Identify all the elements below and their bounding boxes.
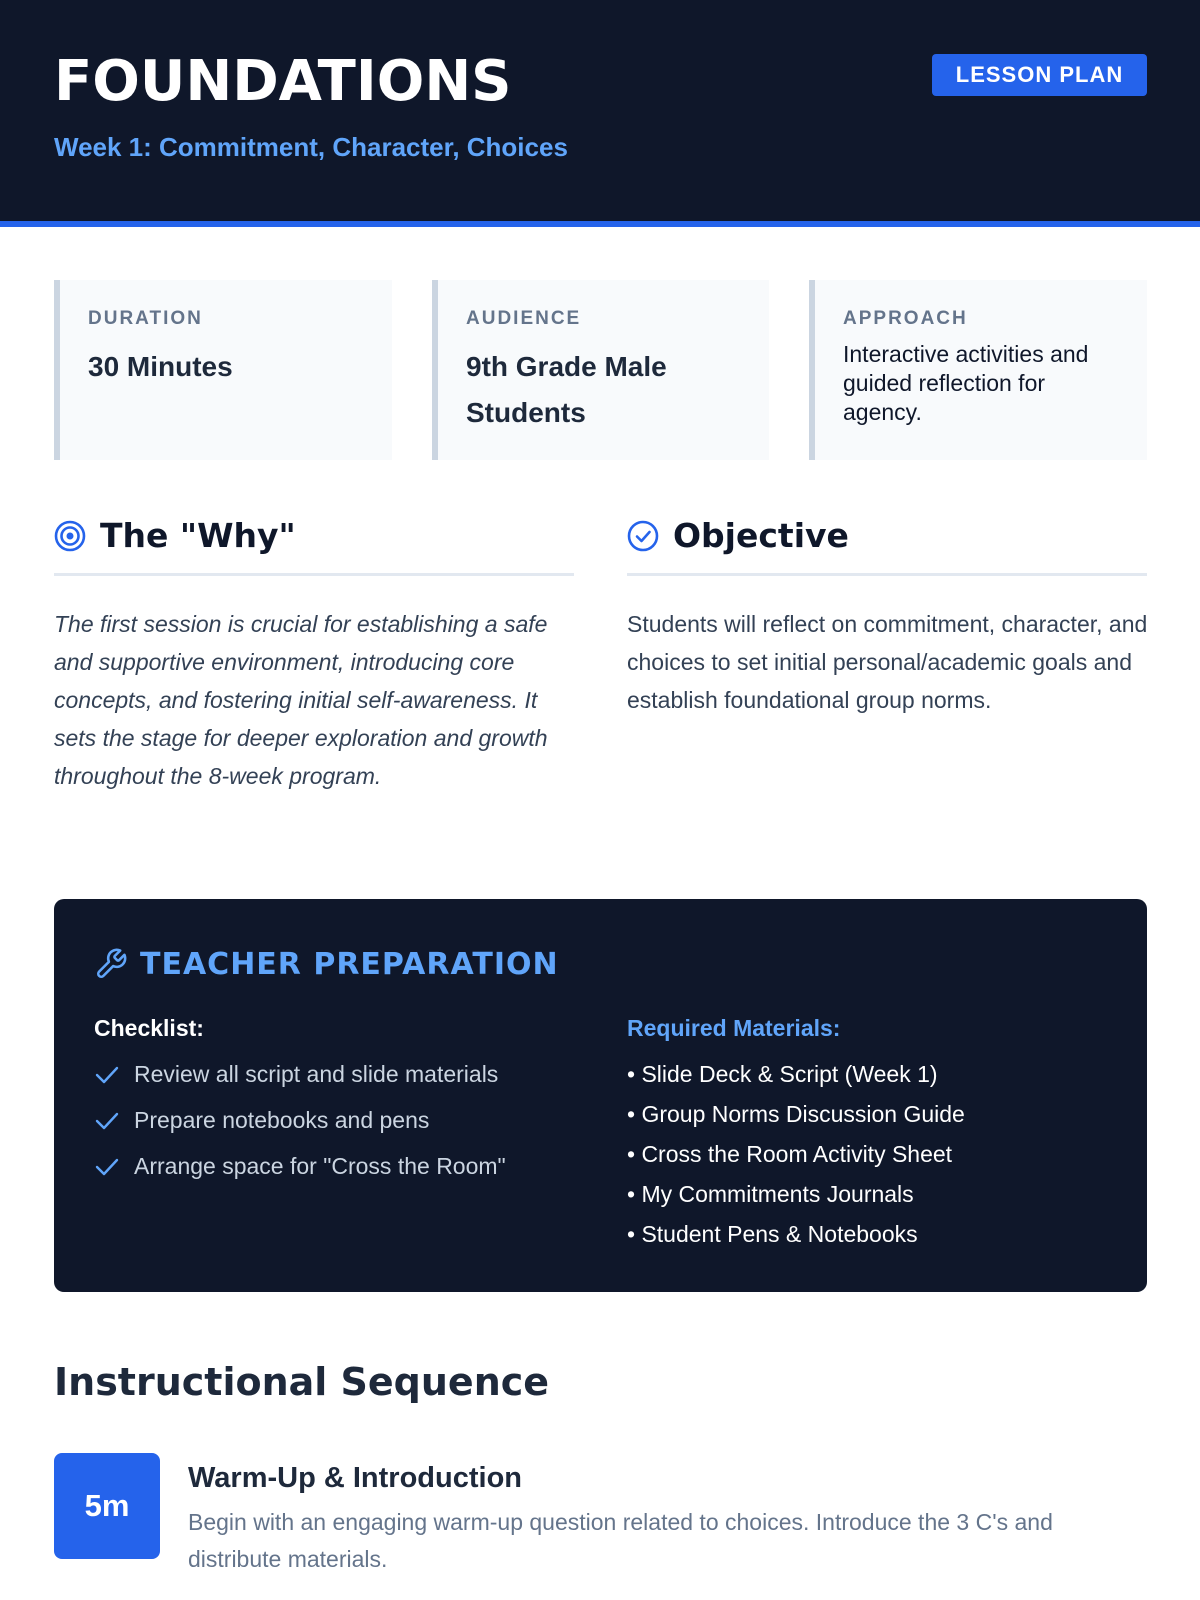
checklist-item-label: Arrange space for "Cross the Room" bbox=[134, 1153, 506, 1179]
target-icon bbox=[54, 520, 86, 552]
materials-label: Required Materials: bbox=[627, 1015, 841, 1041]
step-duration-badge: 5m bbox=[54, 1453, 160, 1559]
objective-text: Students will reflect on commitment, character, and choices to set initial personal/academic goals and establish foundational group norms. bbox=[627, 611, 1148, 713]
why-heading bbox=[54, 516, 574, 576]
material-item: • Cross the Room Activity Sheet bbox=[627, 1141, 953, 1167]
checklist-item-label: Review all script and slide materials bbox=[134, 1061, 499, 1087]
checklist-item bbox=[94, 1107, 429, 1134]
why-title: The "Why" bbox=[100, 516, 296, 555]
meta-card-audience bbox=[432, 280, 769, 460]
material-item: • Slide Deck & Script (Week 1) bbox=[627, 1061, 938, 1087]
meta-label: DURATION bbox=[88, 308, 203, 329]
material-item: • My Commitments Journals bbox=[627, 1181, 914, 1207]
meta-value: 30 Minutes bbox=[88, 351, 233, 382]
wrench-icon bbox=[94, 947, 128, 981]
meta-value: Interactive activities and guided reflection for agency. bbox=[843, 341, 1089, 425]
page-title: FOUNDATIONS bbox=[54, 49, 512, 114]
teacher-preparation-panel bbox=[54, 899, 1147, 1292]
step-title: Warm-Up & Introduction bbox=[188, 1462, 522, 1494]
meta-label: APPROACH bbox=[843, 308, 968, 329]
objective-title: Objective bbox=[673, 516, 849, 555]
why-text: The first session is crucial for establishing a safe and supportive environment, introducing core concepts, and fostering initial self-awareness. It sets the stage for deeper exploration and growth throughout the 8-week program. bbox=[54, 611, 548, 789]
checklist-item bbox=[94, 1061, 498, 1088]
meta-card-approach bbox=[809, 280, 1147, 460]
material-item: • Group Norms Discussion Guide bbox=[627, 1101, 965, 1127]
meta-card-duration bbox=[54, 280, 392, 460]
objective-heading bbox=[627, 516, 1147, 576]
checklist-item bbox=[94, 1153, 506, 1180]
step-description: Begin with an engaging warm-up question related to choices. Introduce the 3 C's and distribute materials. bbox=[188, 1509, 1053, 1572]
lesson-plan-badge: LESSON PLAN bbox=[932, 54, 1147, 96]
checklist-label: Checklist: bbox=[94, 1015, 204, 1041]
meta-value: 9th Grade Male Students bbox=[466, 351, 667, 428]
checklist-item-label: Prepare notebooks and pens bbox=[134, 1107, 430, 1133]
material-item: • Student Pens & Notebooks bbox=[627, 1221, 918, 1247]
check-circle-icon bbox=[627, 520, 659, 552]
sequence-title: Instructional Sequence bbox=[54, 1360, 550, 1404]
preparation-title: TEACHER PREPARATION bbox=[140, 947, 559, 982]
checkmark-icon bbox=[94, 1156, 120, 1178]
meta-label: AUDIENCE bbox=[466, 308, 582, 329]
checkmark-icon bbox=[94, 1110, 120, 1132]
page-header bbox=[0, 0, 1200, 227]
page-subtitle: Week 1: Commitment, Character, Choices bbox=[54, 132, 568, 162]
checkmark-icon bbox=[94, 1064, 120, 1086]
